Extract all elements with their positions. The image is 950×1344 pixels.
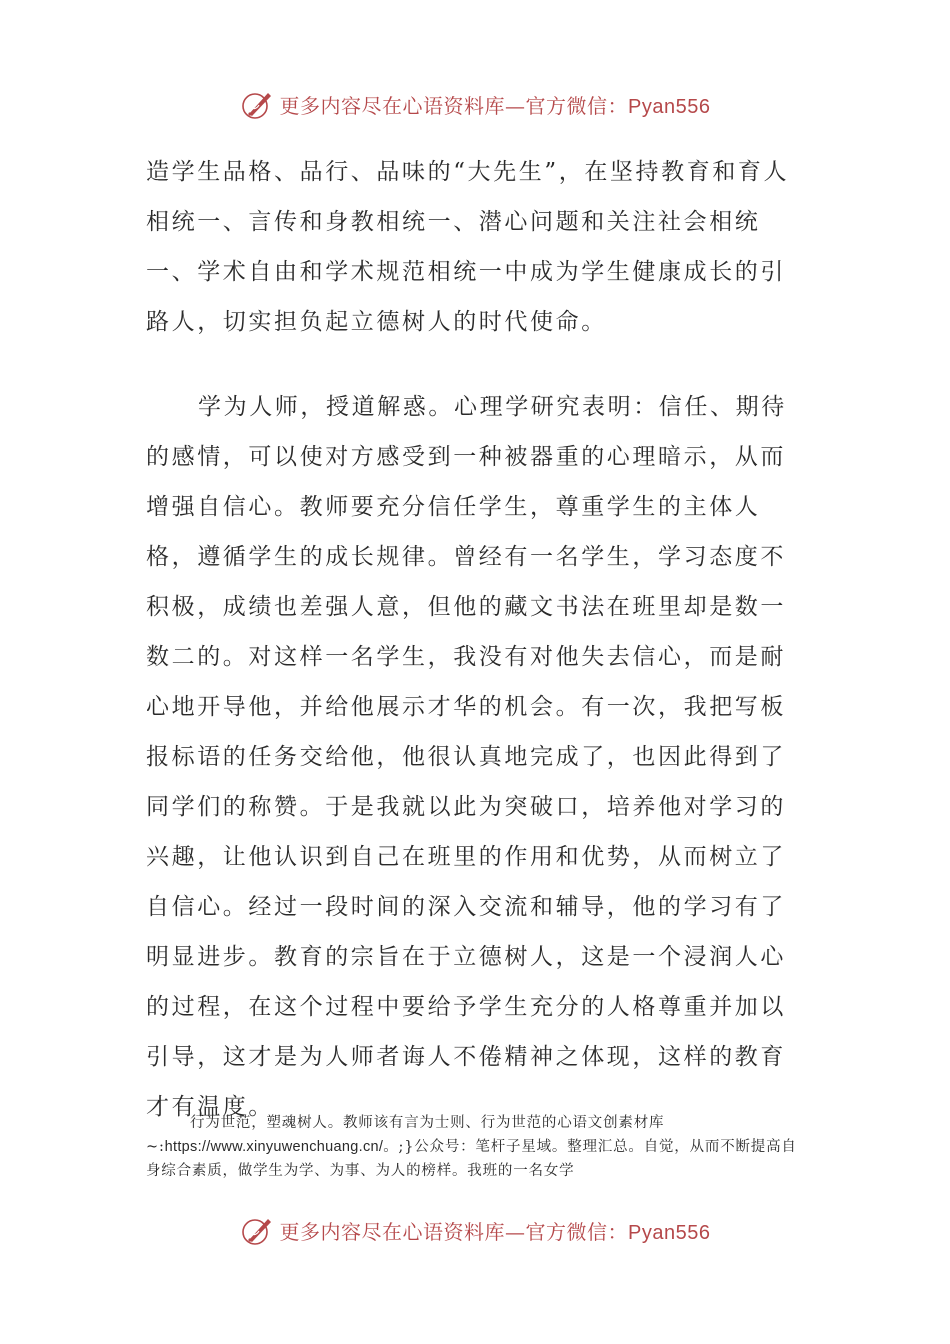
header-banner-text [280, 90, 711, 119]
footer-wechat-id: Pyan556 [628, 1221, 711, 1244]
footer-banner-label: 更多内容尽在心语资料库—官方微信： [279, 1219, 629, 1244]
footer-banner [0, 1210, 950, 1250]
header-wechat-id: Pyan556 [628, 95, 711, 118]
footer-banner-text [280, 1216, 711, 1245]
header-banner [0, 84, 950, 124]
paragraph-1: 造学生品格、品行、品味的“大先生”，在坚持教育和育人相统一、言传和身教相统一、潜心问题和关注社会相统一、学术自由和学术规范相统一中成为学生健康成长的引路人，切实担负起立德树人的时代使命。 [146, 159, 790, 335]
footnote-text-after: 。;}公众号：笔杆子星域。整理汇总。自觉，从而不断提高自身综合素质，做学生为学、为事、为人的榜样。我班的一名女学 [146, 1139, 797, 1179]
header-banner-label: 更多内容尽在心语资料库—官方微信： [279, 93, 629, 118]
footer-banner-content [240, 1213, 711, 1247]
footnote-paragraph [146, 1111, 806, 1183]
footnote-url[interactable]: https://www.xinyuwenchuang.cn/ [164, 1139, 384, 1155]
paragraph-2: 学为人师，授道解惑。心理学研究表明：信任、期待的感情，可以使对方感受到一种被器重的心理暗示，从而增强自信心。教师要充分信任学生，尊重学生的主体人格，遵循学生的成长规律。曾经有一名学生，学习态度不积极，成绩也差强人意，但他的藏文书法在班里却是数一数二的。对这样一名学生，我没有对他失去信心，而是耐心地开导他，并给他展示才华的机会。有一次，我把写板报标语的任务交给他，他很认真地完成了，也因此得到了同学们的称赞。于是我就以此为突破口，培养他对学习的兴趣，让他认识到自己在班里的作用和优势，从而树立了自信心。经过一段时间的深入交流和辅导，他的学习有了明显进步。教育的宗旨在于立德树人，这是一个浸润人心的过程，在这个过程中要给予学生充分的人格尊重并加以引导，这才是为人师者诲人不倦精神之体现，这样的教育才有温度。 [146, 394, 787, 1120]
quill-pen-icon [240, 1213, 274, 1247]
footnote-text-before: 行为世范，塑魂树人。教师该有言为士则、行为世范的心语文创素材库~: [146, 1115, 665, 1155]
header-banner-content [240, 87, 711, 121]
quill-pen-icon [240, 87, 274, 121]
